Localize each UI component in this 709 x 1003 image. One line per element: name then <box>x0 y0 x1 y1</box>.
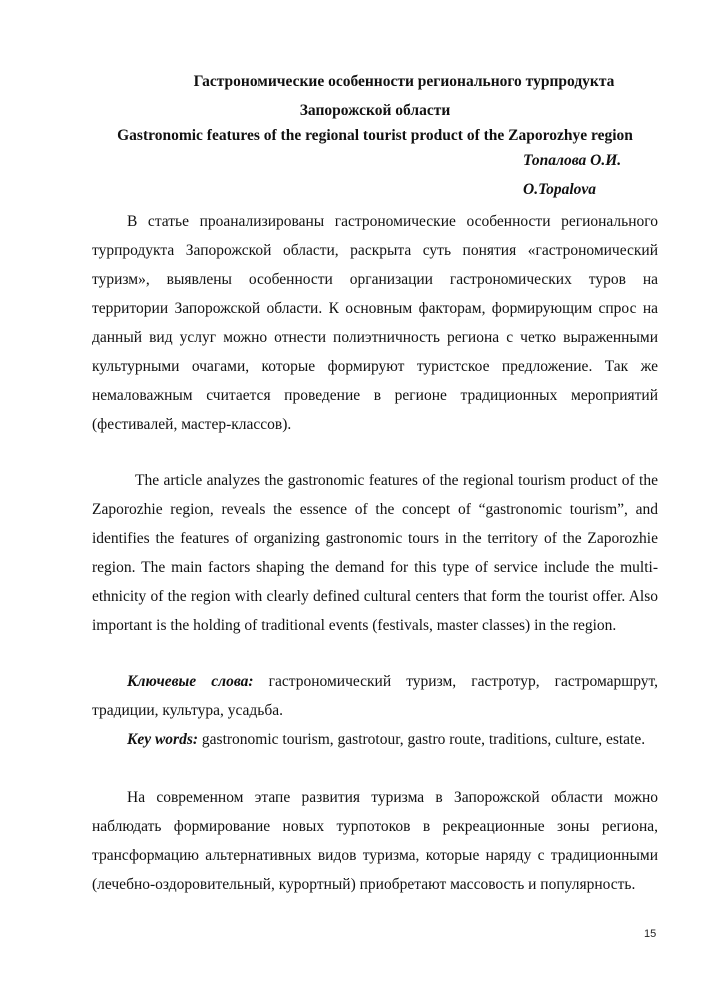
keywords-english <box>92 725 658 754</box>
author-russian: Топалова О.И. <box>523 152 622 169</box>
keywords-ru-label: Ключевые слова: <box>127 673 254 690</box>
abstract-ru-text: В статье проанализированы гастрономические особенности регионального турпродукта Запорожской области, раскрыта суть понятия «гастрономический туризм», выявлены особенности организации гастрономических туров на территории Запорожской области. К основным факторам, формирующим спрос на данный вид услуг можно отнести полиэтничность региона с четко выраженными культурными очагами, которые формируют туристское предложение. Так же немаловажным считается проведение в регионе традиционных мероприятий (фестивалей, мастер-классов). <box>92 213 658 433</box>
keywords-russian <box>92 667 658 725</box>
title-ru-line2: Запорожской области <box>299 102 451 119</box>
keywords-en-text: gastronomic tourism, gastrotour, gastro route, traditions, culture, estate. <box>198 731 646 748</box>
keywords-en-label: Key words: <box>127 731 199 748</box>
body-paragraph-text: На современном этапе развития туризма в Запорожской области можно наблюдать формирование новых турпотоков в рекреационные зоны региона, трансформацию альтернативных видов туризма, которые наряду с традиционными (лечебно-оздоровительный, курортный) приобретают массовость и популярность. <box>92 789 658 893</box>
body-paragraph <box>92 783 658 899</box>
keywords-ru-text: гастрономический туризм, гастротур, гастромаршрут, традиции, культура, усадьба. <box>92 673 658 719</box>
title-russian <box>90 67 660 125</box>
abstract-english <box>92 466 658 640</box>
title-english: Gastronomic features of the regional tourist product of the Zaporozhye region <box>117 127 633 144</box>
abstract-russian <box>92 207 658 439</box>
abstract-en-text: The article analyzes the gastronomic features of the regional tourism product of the Zaporozhie region, reveals the essence of the concept of “gastronomic tourism”, and identifies the features of organizing gastronomic tours in the territory of the Zaporozhie region. The main factors shaping the demand for this type of service include the multi-ethnicity of the region with clearly defined cultural centers that form the tourist offer. Also important is the holding of traditional events (festivals, master classes) in the region. <box>92 472 658 634</box>
title-ru-line1: Гастрономические особенности регионального турпродукта <box>193 73 615 90</box>
page-number: 15 <box>644 928 657 940</box>
author-english: O.Topalova <box>523 181 597 198</box>
